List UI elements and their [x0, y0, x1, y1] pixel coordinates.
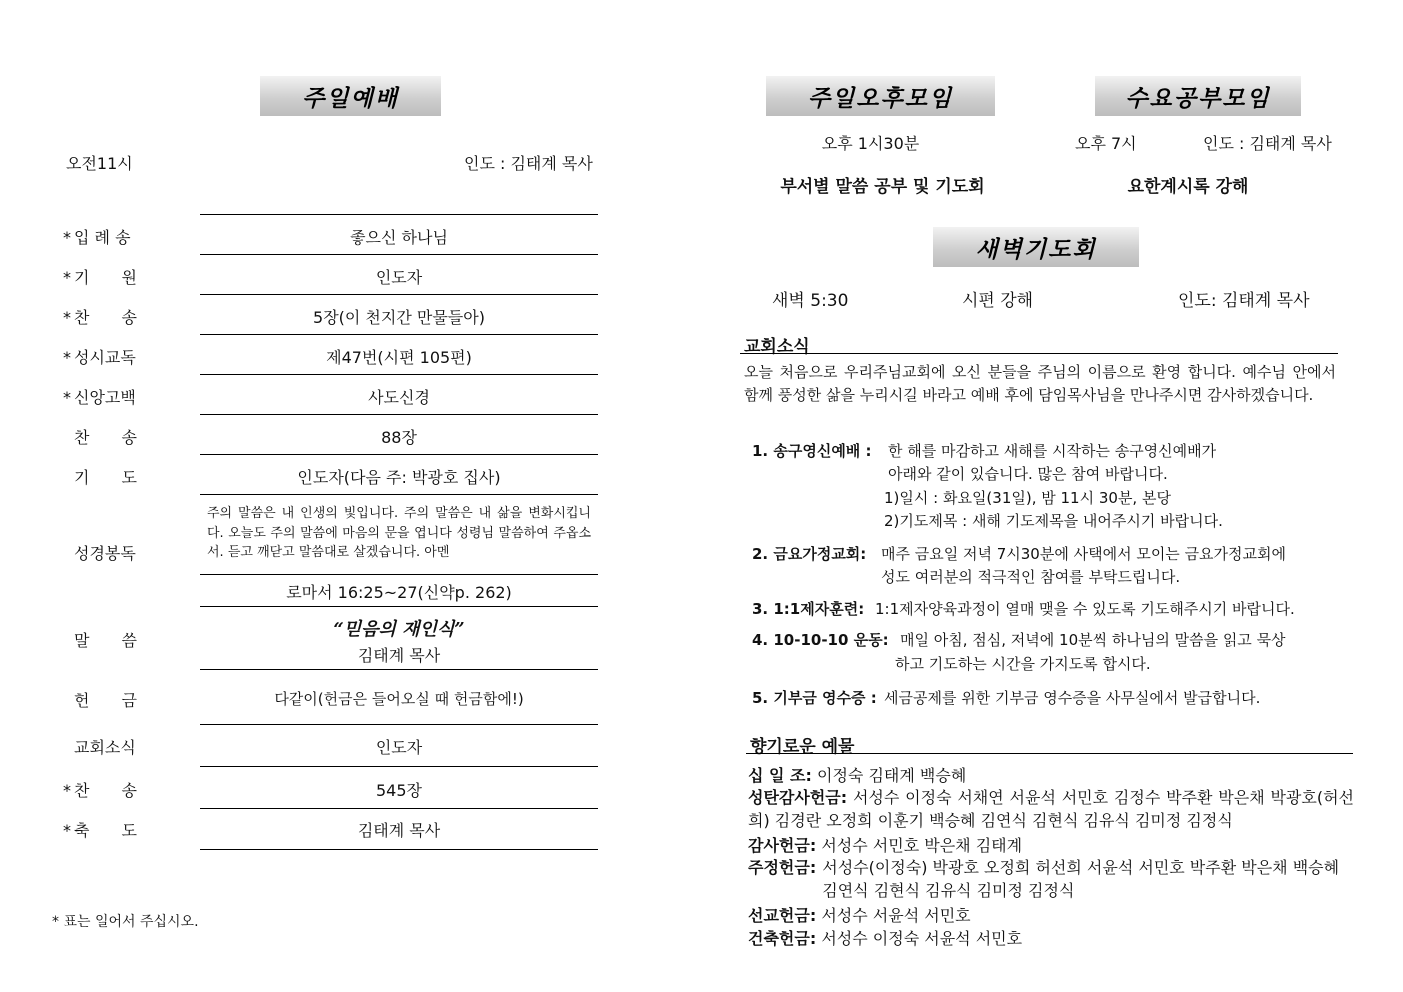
news-item-head: 2. 금요가정교회:: [752, 545, 867, 563]
order-label: 성시교독: [74, 348, 136, 367]
news-item-line: 아래와 같이 있습니다. 많은 참여 바랍니다.: [888, 465, 1168, 483]
order-label: 찬 송: [74, 308, 137, 327]
news-item-line: 매주 금요일 저녁 7시30분에 사택에서 모이는 금요가정교회에: [881, 545, 1287, 563]
news-item-line: 세금공제를 위한 기부금 영수증을 사무실에서 발급합니다.: [884, 689, 1261, 707]
news-intro: 오늘 처음으로 우리주님교회에 오신 분들을 주님의 이름으로 환영 합니다. 예수님 안에서 함께 풍성한 삶을 누리시길 바라고 예배 후에 담임목사님을 만나주시면 감사하겠습니다.: [744, 363, 1336, 404]
divider: [200, 669, 598, 670]
order-label: 입 례 송: [74, 228, 131, 247]
standing-footnote: * 표는 일어서 주십시오.: [52, 914, 199, 930]
divider: [740, 353, 1338, 354]
order-label: 기 도: [74, 468, 137, 487]
wednesday-study-banner: 수요공부모임: [1095, 76, 1301, 116]
divider: [200, 724, 598, 725]
news-item-line: 매일 아침, 점심, 저녁에 10분씩 하나님의 말씀을 읽고 묵상: [900, 631, 1286, 649]
order-value: 인도자(다음 주: 박광호 집사): [297, 468, 501, 487]
news-item-head: 5. 기부금 영수증 :: [752, 689, 877, 707]
divider: [200, 849, 598, 850]
scripture-prayer: 주의 말씀은 내 인생의 빛입니다. 주의 말씀은 내 삶을 변화시킵니다. 오늘도 주의 말씀에 마음의 문을 엽니다 성령님 말씀하여 주옵소서. 듣고 깨닫고 말씀대로 살겠습니다. 아멘: [207, 506, 591, 560]
divider: [200, 214, 598, 215]
news-item-line: 2)기도제목 : 새해 기도제목을 내어주시기 바랍니다.: [884, 512, 1223, 530]
wednesday-desc: 요한계시록 강해: [1127, 177, 1249, 197]
offering-row: 감사헌금: 서성수 서민호 박은채 김태계: [748, 836, 1023, 855]
news-item-line: 1)일시 : 화요일(31일), 밤 11시 30분, 본당: [884, 489, 1171, 507]
offerings-title: 향기로운 예물: [750, 737, 855, 757]
dawn-topic: 시편 강해: [962, 291, 1034, 311]
order-label: 기 원: [74, 268, 137, 287]
order-label: 헌 금: [74, 691, 137, 710]
news-item-line: 하고 기도하는 시간을 가지도록 합시다.: [895, 655, 1151, 673]
news-item-head: 1. 송구영신예배 :: [752, 442, 872, 460]
order-value: 인도자: [375, 738, 423, 757]
order-label: 찬 송: [74, 428, 137, 447]
news-item-line: 성도 여러분의 적극적인 참여를 부탁드립니다.: [881, 568, 1181, 586]
order-value: 5장(이 천지간 만물들아): [313, 308, 485, 327]
divider: [200, 494, 598, 495]
order-value: 다같이(헌금은 들어오실 때 헌금함에!): [274, 690, 524, 708]
afternoon-time: 오후 1시30분: [821, 134, 920, 153]
news-item-line: 한 해를 마감하고 새해를 시작하는 송구영신예배가: [888, 442, 1217, 460]
offering-row: 성탄감사헌금: 서성수 이정숙 서채연 서윤석 서민호 김정수 박주환 박은채 박광호(허선희) 김경란 오정희 이훈기 백승혜 김연식 김현식 김유식 김미정 김정식: [748, 788, 1354, 830]
divider: [200, 414, 598, 415]
divider: [200, 294, 598, 295]
sermon-preacher: 김태계 목사: [357, 646, 441, 665]
divider: [200, 374, 598, 375]
offering-row: 선교헌금: 서성수 서윤석 서민호: [748, 906, 971, 925]
scripture-passage: 로마서 16:25~27(신약p. 262): [286, 583, 512, 602]
divider: [200, 454, 598, 455]
offering-row: 주정헌금: 서성수(이정숙) 박광호 오정희 허선희 서윤석 서민호 박주환 박은채 백승혜 김연식 김현식 김유식 김미정 김정식: [748, 858, 1340, 900]
wednesday-time: 오후 7시: [1075, 134, 1137, 153]
wednesday-leader: 인도 : 김태계 목사: [1203, 134, 1332, 153]
news-title: 교회소식: [744, 337, 810, 357]
order-value: 인도자: [375, 268, 423, 287]
news-item-line: 1:1제자양육과정이 열매 맺을 수 있도록 기도해주시기 바랍니다.: [875, 600, 1295, 618]
order-label: 교회소식: [74, 738, 136, 757]
order-value: 김태계 목사: [357, 821, 441, 840]
sunday-worship-banner: 주일예배: [260, 76, 441, 116]
dawn-leader: 인도: 김태계 목사: [1178, 291, 1310, 311]
divider: [200, 334, 598, 335]
order-label: 신앙고백: [74, 388, 136, 407]
order-label: 축 도: [74, 821, 137, 840]
offering-row: 십 일 조: 이정숙 김태계 백승혜: [748, 766, 967, 785]
dawn-prayer-banner: 새벽기도회: [933, 227, 1139, 267]
sermon-title: “믿음의 재인식”: [333, 619, 465, 640]
divider: [200, 766, 598, 767]
divider: [200, 808, 598, 809]
offering-row: 건축헌금: 서성수 이정숙 서윤석 서민호: [748, 929, 1023, 948]
divider: [200, 574, 598, 575]
scripture-label: 성경봉독: [74, 544, 136, 563]
divider: [746, 753, 1353, 754]
sermon-label: 말 씀: [74, 631, 137, 650]
order-value: 사도신경: [368, 388, 430, 407]
news-item-head: 4. 10-10-10 운동:: [752, 631, 889, 649]
dawn-time: 새벽 5:30: [772, 291, 849, 311]
worship-leader: 인도 : 김태계 목사: [464, 154, 593, 173]
order-value: 88장: [381, 428, 417, 447]
order-value: 545장: [376, 781, 422, 800]
afternoon-meeting-banner: 주일오후모임: [766, 76, 995, 116]
divider: [200, 606, 598, 607]
order-label: 찬 송: [74, 781, 137, 800]
divider: [200, 254, 598, 255]
order-value: 좋으신 하나님: [350, 228, 448, 247]
news-item-head: 3. 1:1제자훈련:: [752, 600, 865, 618]
afternoon-desc: 부서별 말씀 공부 및 기도회: [780, 177, 985, 197]
worship-time: 오전11시: [66, 154, 133, 173]
order-value: 제47번(시편 105편): [326, 348, 472, 367]
